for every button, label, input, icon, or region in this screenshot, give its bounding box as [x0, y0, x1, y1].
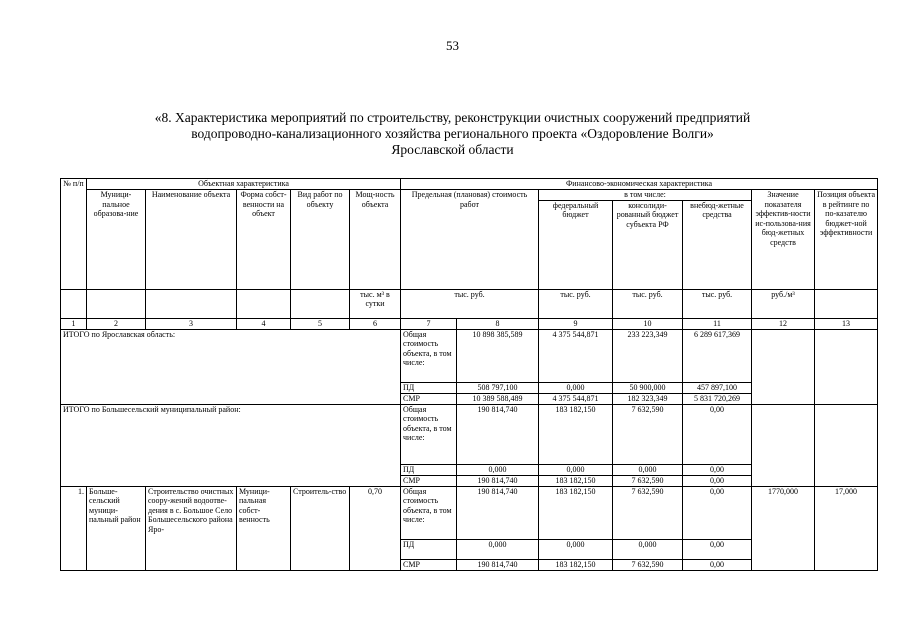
value-cell: 183 182,150: [539, 475, 613, 486]
col-number: 12: [752, 318, 815, 329]
header-indicator: Значение показателя эффектив-ности ис-пользова-ния бюд-жетных средств: [752, 190, 815, 290]
value-cell: 4 375 544,871: [539, 393, 613, 404]
heading-line-2: водопроводно-канализационного хозяйства регионального проекта «Оздоровление Волги»: [191, 126, 714, 141]
value-cell: 0,000: [539, 539, 613, 559]
col-number: 5: [291, 318, 350, 329]
value-cell: 0,00: [683, 539, 752, 559]
unit-capacity: тыс. м³ в сутки: [350, 289, 401, 318]
header-rating: Позиция объекта в рейтинге по по-казателю бюджет-ной эффективности: [815, 190, 878, 290]
value-cell: 190 814,740: [457, 559, 539, 570]
header-num: № п/п: [61, 179, 87, 290]
col-number: 9: [539, 318, 613, 329]
col-number: 10: [613, 318, 683, 329]
pd-label: ПД: [401, 539, 457, 559]
col-number: 13: [815, 318, 878, 329]
unit-cost: тыс. руб.: [401, 289, 539, 318]
total-cost-label: Общая стоимость объекта, в том числе:: [401, 329, 457, 382]
header-object-group: Объектная характеристика: [87, 179, 401, 190]
value-cell: 0,000: [457, 464, 539, 475]
col-number: 4: [237, 318, 291, 329]
total-cost-label: Общая стоимость объекта, в том числе:: [401, 404, 457, 464]
value-cell: 4 375 544,871: [539, 329, 613, 382]
page-number: 53: [446, 38, 459, 53]
row-indicator: 1770,000: [752, 486, 815, 570]
value-cell: 182 323,349: [613, 393, 683, 404]
value-cell: 0,000: [613, 539, 683, 559]
col-number: 7: [401, 318, 457, 329]
header-cost: Предельная (плановая) стоимость работ: [401, 190, 539, 290]
col-number: 11: [683, 318, 752, 329]
unit-consolidated: тыс. руб.: [613, 289, 683, 318]
pd-label: ПД: [401, 464, 457, 475]
row-object-name: Строительство очистных соору-жений водоотве-дения в с. Большое Село Большесельского района Яро-: [146, 486, 237, 570]
value-cell: 0,000: [457, 539, 539, 559]
pd-label: ПД: [401, 382, 457, 393]
section1-title: ИТОГО по Ярославская область:: [61, 329, 401, 404]
header-federal: федеральный бюджет: [539, 200, 613, 289]
header-consolidated: консолиди-рованный бюджет субъекта РФ: [613, 200, 683, 289]
value-cell: 457 897,100: [683, 382, 752, 393]
section1-total-row: [61, 329, 878, 382]
header-row-including: [61, 190, 878, 201]
value-cell: 0,000: [539, 382, 613, 393]
value-cell: 7 632,590: [613, 475, 683, 486]
value-cell: 183 182,150: [539, 559, 613, 570]
value-cell: 190 814,740: [457, 475, 539, 486]
heading-line-3: Ярославской области: [391, 142, 514, 157]
col-number: 1: [61, 318, 87, 329]
header-object-name: Наименование объекта: [146, 190, 237, 290]
value-cell: 6 289 617,369: [683, 329, 752, 382]
value-cell: 0,000: [539, 464, 613, 475]
units-row: [61, 289, 878, 318]
value-cell: 7 632,590: [613, 486, 683, 539]
row-work-type: Строитель-ство: [291, 486, 350, 570]
value-cell: 0,00: [683, 559, 752, 570]
header-extrabudget: внебюд-жетные средства: [683, 200, 752, 289]
value-cell: 0,000: [613, 464, 683, 475]
value-cell: 0,00: [683, 404, 752, 464]
header-municipality: Муници-пальное образова-ние: [87, 190, 146, 290]
unit-federal: тыс. руб.: [539, 289, 613, 318]
column-numbers-row: [61, 318, 878, 329]
document-heading: [40, 110, 865, 158]
row-number: 1.: [61, 486, 87, 570]
value-cell: 10 389 588,489: [457, 393, 539, 404]
col-number: 6: [350, 318, 401, 329]
value-cell: 0,00: [683, 486, 752, 539]
col-number: 2: [87, 318, 146, 329]
value-cell: 233 223,349: [613, 329, 683, 382]
value-cell: 183 182,150: [539, 486, 613, 539]
header-capacity: Мощ-ность объекта: [350, 190, 401, 290]
unit-extrabudget: тыс. руб.: [683, 289, 752, 318]
characteristics-table: [60, 178, 878, 571]
section2-total-row: [61, 404, 878, 464]
object-row-total: [61, 486, 878, 539]
heading-line-1: «8. Характеристика мероприятий по строительству, реконструкции очистных сооружений предприятий: [154, 110, 751, 125]
value-cell: 508 797,100: [457, 382, 539, 393]
section2-title: ИТОГО по Большесельский муниципальный район:: [61, 404, 401, 486]
total-cost-label: Общая стоимость объекта, в том числе:: [401, 486, 457, 539]
value-cell: 7 632,590: [613, 404, 683, 464]
value-cell: 190 814,740: [457, 404, 539, 464]
value-cell: 5 831 720,269: [683, 393, 752, 404]
smr-label: СМР: [401, 475, 457, 486]
smr-label: СМР: [401, 393, 457, 404]
value-cell: 10 898 385,589: [457, 329, 539, 382]
value-cell: 7 632,590: [613, 559, 683, 570]
header-ownership: Форма собст-венности на объект: [237, 190, 291, 290]
header-finance-group: Финансово-экономическая характеристика: [401, 179, 878, 190]
col-number: 8: [457, 318, 539, 329]
value-cell: 190 814,740: [457, 486, 539, 539]
header-work-type: Вид работ по объекту: [291, 190, 350, 290]
row-municipality: Больше-сельский муници-пальный район: [87, 486, 146, 570]
row-capacity: 0,70: [350, 486, 401, 570]
header-including: в том числе:: [539, 190, 752, 201]
value-cell: 0,00: [683, 475, 752, 486]
row-rating: 17,000: [815, 486, 878, 570]
header-row-groups: [61, 179, 878, 190]
unit-indicator: руб./м³: [752, 289, 815, 318]
row-ownership: Муници-пальная собст-венность: [237, 486, 291, 570]
value-cell: 183 182,150: [539, 404, 613, 464]
value-cell: 0,00: [683, 464, 752, 475]
value-cell: 50 900,000: [613, 382, 683, 393]
smr-label: СМР: [401, 559, 457, 570]
col-number: 3: [146, 318, 237, 329]
